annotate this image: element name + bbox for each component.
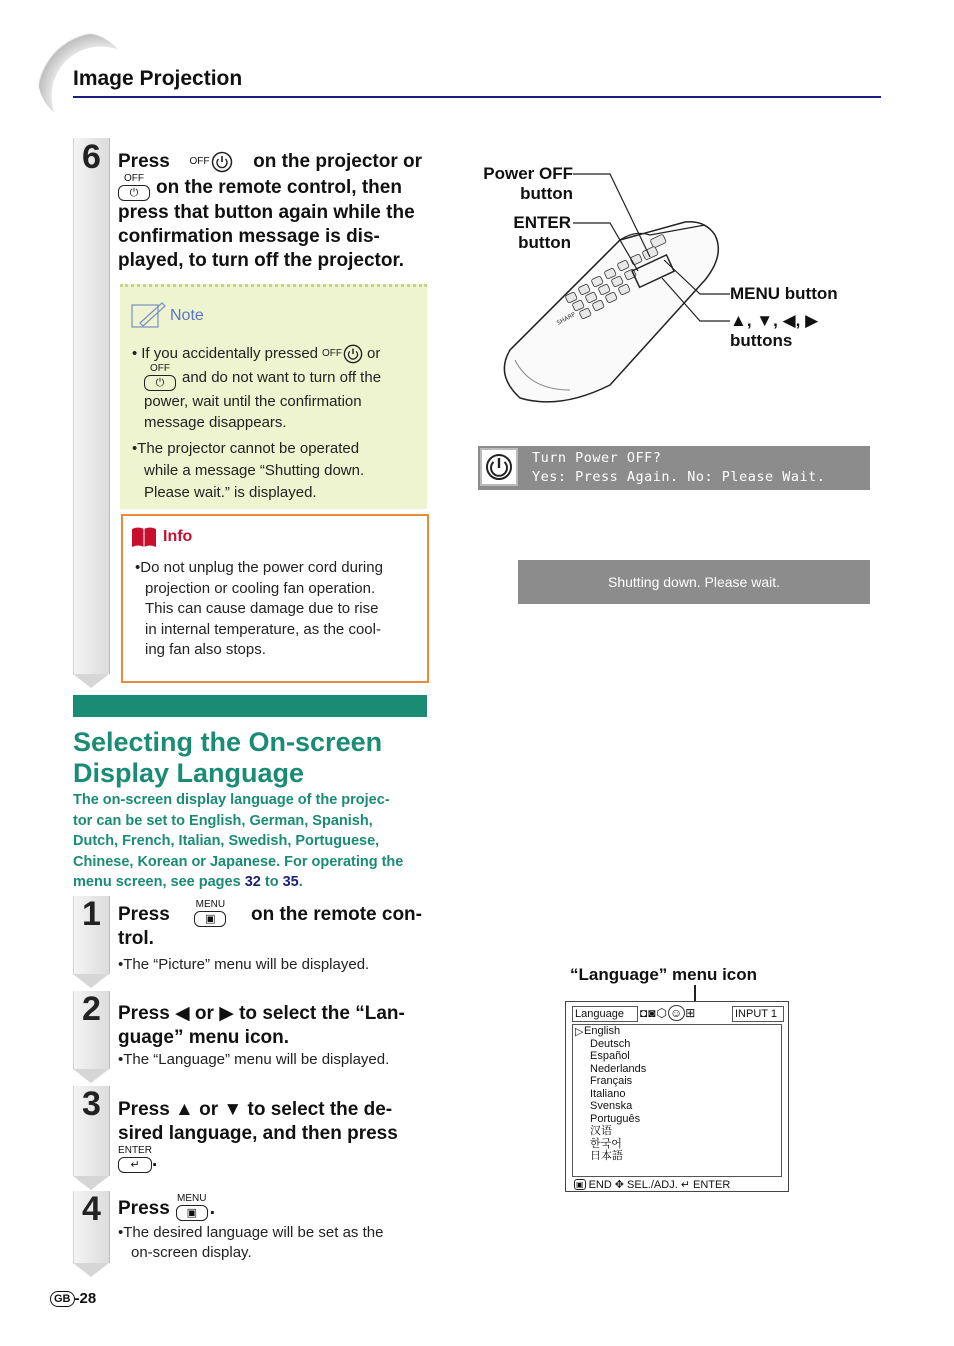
- lang-svenska[interactable]: Svenska: [590, 1100, 633, 1112]
- note-title: Note: [170, 307, 204, 324]
- note-box: [120, 284, 427, 509]
- enter-key-icon: ENTER ↵: [118, 1145, 152, 1171]
- off-power-icon: OFF: [322, 344, 363, 364]
- step-2-text: Press ◀ or ▶ to select the “Lan- guage” menu icon. •The “Language” menu will be displayed.: [118, 1003, 405, 1068]
- step-3-number: 3: [82, 1085, 101, 1123]
- book-info-icon: [131, 526, 157, 548]
- page-link-35[interactable]: 35: [282, 874, 299, 890]
- cursor-arrow-icon: ▷: [575, 1026, 584, 1038]
- lang-chinese[interactable]: 汉语: [590, 1125, 612, 1137]
- picture-menu-icon[interactable]: ◘: [640, 1006, 649, 1020]
- info-box: [121, 514, 429, 683]
- gb-badge: GB: [50, 1291, 75, 1307]
- callout-enter: ENTER button: [513, 213, 571, 252]
- callout-arrows: ▲, ▼, ◀, ▶ buttons: [730, 311, 819, 350]
- input-indicator: INPUT 1: [732, 1006, 784, 1022]
- menu-footer: ▣ END ✥ SEL./ADJ. ↵ ENTER: [576, 1178, 731, 1191]
- section-intro: The on-screen display language of the projec- tor can be set to English, German, Spanish, Dutch, French, Italian, Swedish, Portuguese, Chinese, Korean or Japanese. For operating the menu screen, see pages 32 to 35.: [73, 792, 404, 890]
- step-4-number: 4: [82, 1190, 101, 1228]
- header-rule: [73, 96, 881, 98]
- menu-tab-language[interactable]: Language: [572, 1006, 638, 1022]
- language-menu-screen: [565, 1001, 789, 1192]
- note-bullet-2: •The projector cannot be operated while a message “Shutting down. Please wait.” is displayed.: [132, 440, 365, 501]
- remote-off-key-icon: OFF ⏻: [144, 364, 176, 391]
- options-menu-icon[interactable]: ⊞: [685, 1006, 697, 1020]
- page-number: GB -28: [50, 1290, 96, 1307]
- step-6-number: 6: [82, 138, 101, 176]
- off-power-icon: OFF: [189, 151, 233, 173]
- step-1-text: Press MENU ▣ on the remote con- trol. •The “Picture” menu will be displayed.: [118, 899, 422, 973]
- info-title: Info: [163, 528, 193, 545]
- lang-francais[interactable]: Français: [590, 1075, 633, 1087]
- section-bar: [73, 695, 427, 717]
- menu-icons-row: [640, 1006, 696, 1020]
- lang-espanol[interactable]: Español: [590, 1050, 630, 1062]
- lang-korean[interactable]: 한국어: [590, 1137, 622, 1150]
- enter-arrow-icon: ↵: [680, 1179, 690, 1191]
- lang-deutsch[interactable]: Deutsch: [590, 1037, 631, 1050]
- lang-english[interactable]: English: [584, 1025, 621, 1037]
- power-icon: [480, 448, 518, 486]
- step-4-text: Press MENU ▣ . •The desired language will be set as the on-screen display.: [118, 1193, 384, 1261]
- page-header-title: Image Projection: [73, 67, 243, 90]
- power-off-confirm-osd: Turn Power OFF? Yes: Press Again. No: Please Wait.: [478, 446, 870, 490]
- step-1-number: 1: [82, 895, 101, 933]
- info-bullet: •Do not unplug the power cord during projection or cooling fan operation. This can cause damage due to rise in internal temperature, as the cool- ing fan also stops.: [135, 559, 383, 658]
- step-6-bar: [73, 138, 110, 674]
- lang-italiano[interactable]: Italiano: [590, 1087, 626, 1100]
- lang-japanese[interactable]: 日本語: [590, 1150, 623, 1162]
- note-bullet-1: • If you accidentally pressed OFF or OFF ⏻ and do not want to turn off the power, wait until the confirmation message disappears.: [132, 345, 382, 431]
- callout-menu: MENU button: [730, 284, 838, 303]
- remote-off-key-icon: OFF ⏻: [118, 174, 150, 201]
- menu-key-icon: MENU ▣: [195, 899, 226, 925]
- setup-menu-icon[interactable]: ⬡: [656, 1006, 668, 1020]
- step-2-number: 2: [82, 990, 101, 1028]
- page-link-32[interactable]: 32: [244, 874, 261, 890]
- step-3-text: Press ▲ or ▼ to select the de- sired language, and then press ENTER ↵ .: [118, 1099, 398, 1171]
- audio-menu-icon[interactable]: ◙: [648, 1006, 657, 1020]
- language-menu-icon[interactable]: ☺: [669, 1006, 684, 1020]
- section-title: Selecting the On-screen Display Language: [73, 727, 383, 788]
- menu-key-icon: ▣: [576, 1180, 584, 1189]
- svg-text:SHARP: SHARP: [555, 311, 577, 327]
- step-6-text: Press OFF on the projector or OFF ⏻ on the remote control, then press that button again while the confirmation message is dis- played, to turn off the projector.: [118, 151, 422, 271]
- lang-portugues[interactable]: Português: [590, 1112, 641, 1125]
- cross-arrows-icon: ✥: [614, 1179, 625, 1191]
- shutdown-osd: Shutting down. Please wait.: [518, 560, 870, 604]
- menu-key-icon: MENU ▣: [177, 1193, 207, 1219]
- language-list: [572, 1024, 782, 1177]
- lang-nederlands[interactable]: Nederlands: [590, 1062, 647, 1075]
- callout-language-icon: “Language” menu icon: [570, 965, 758, 984]
- callout-power-off: Power OFF button: [483, 164, 573, 203]
- pencil-note-icon: [130, 301, 166, 331]
